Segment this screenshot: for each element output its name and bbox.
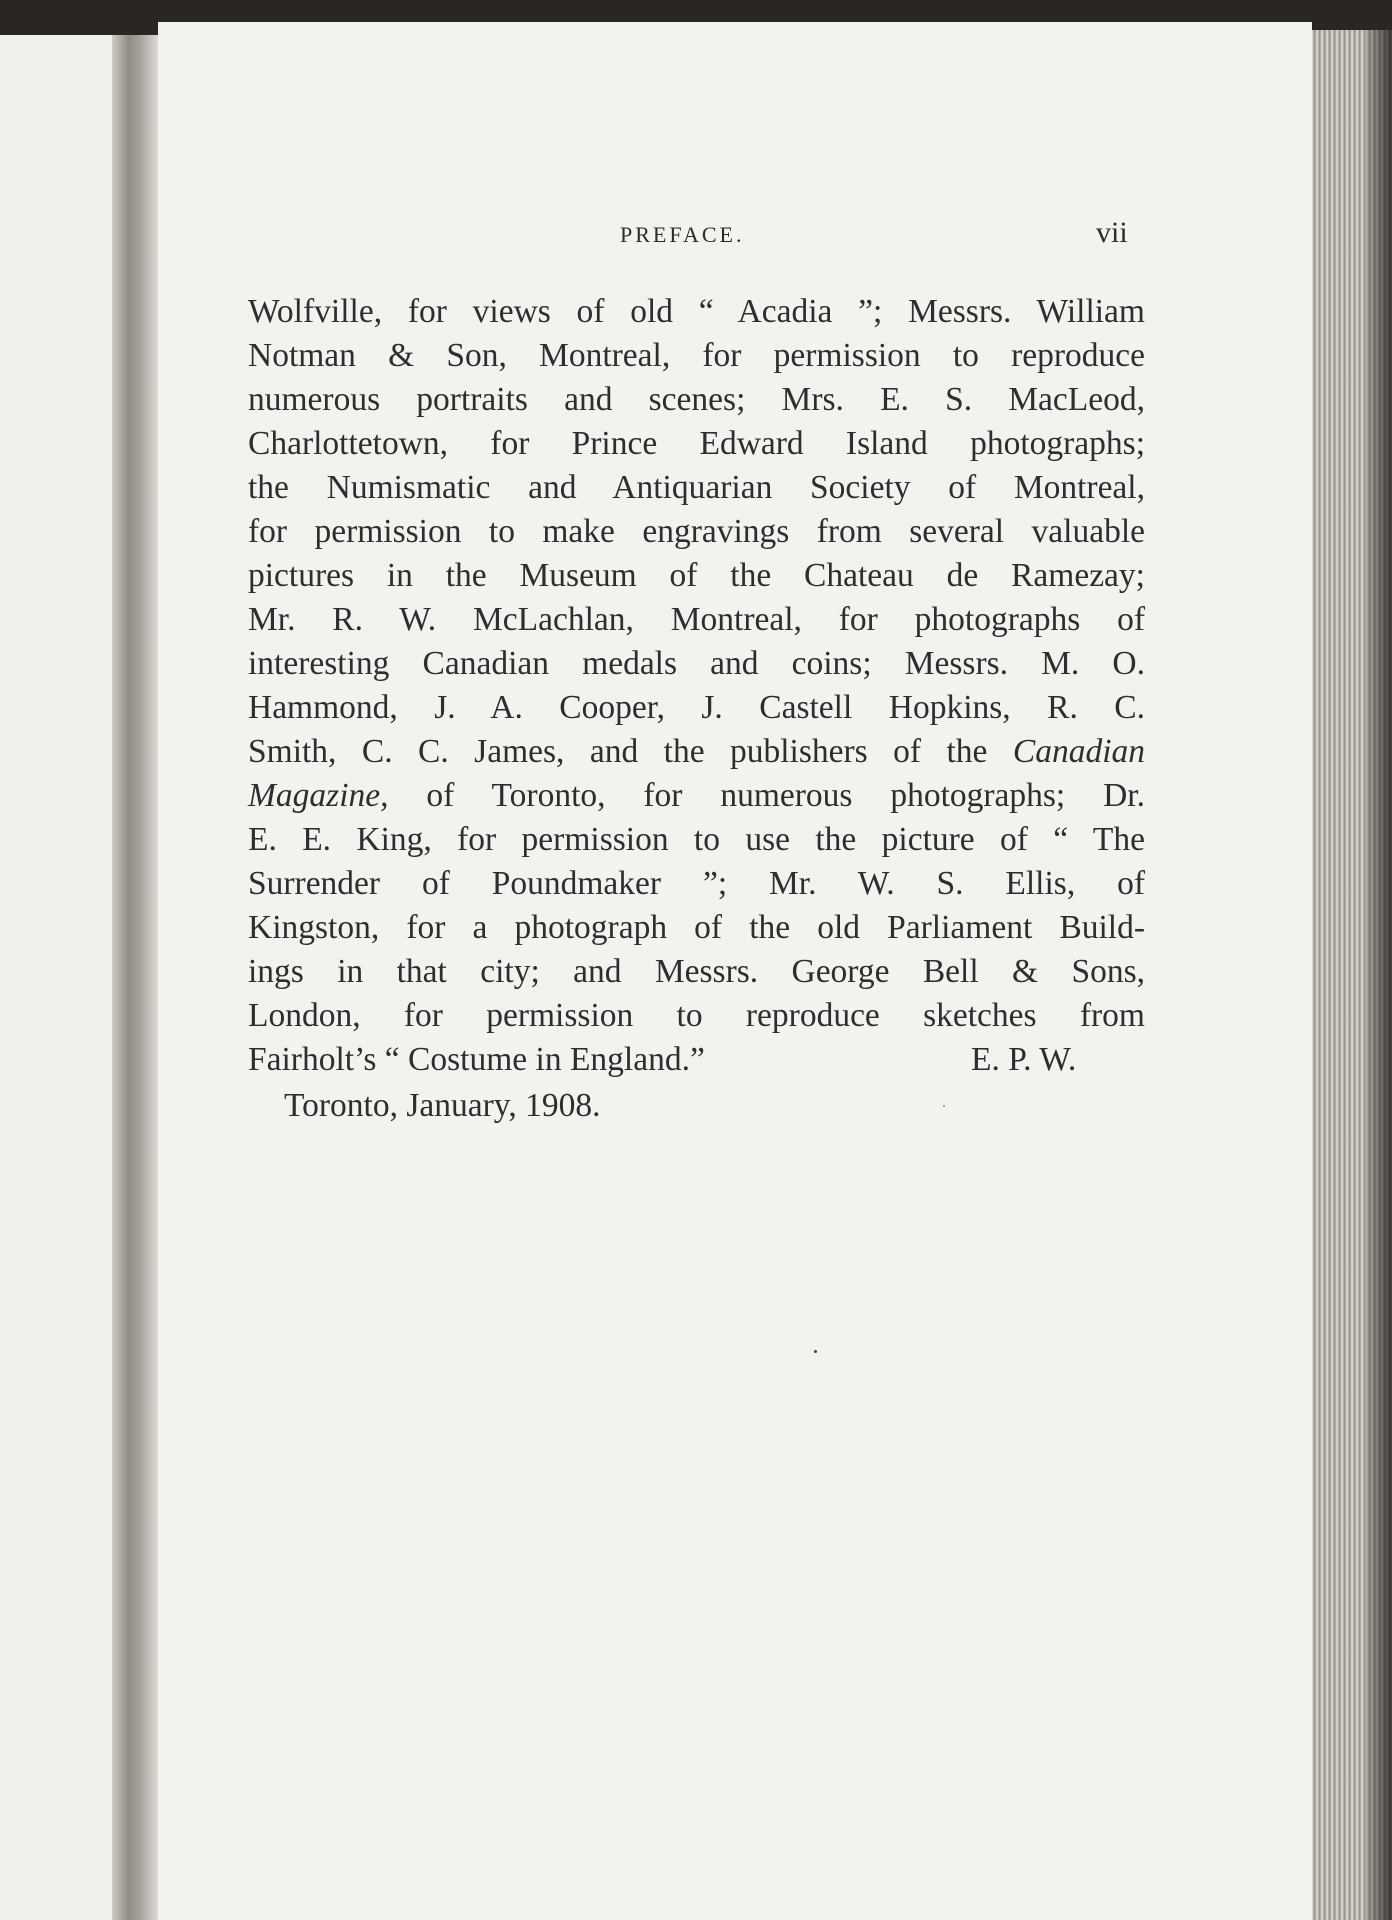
text-line-end: of Toronto, for numerous photographs; Dr. (426, 777, 1145, 814)
text-line: interesting Canadian medals and coins; Messrs. M. O. (248, 645, 1145, 682)
dateline: Toronto, January, 1908. (284, 1087, 601, 1124)
text-line: Notman & Son, Montreal, for permission to reproduce (248, 337, 1145, 374)
running-head-title: PREFACE. (620, 222, 745, 247)
text-line (248, 1038, 1145, 1082)
book-gutter (112, 35, 160, 1920)
text-line: numerous portraits and scenes; Mrs. E. S. MacLeod, (248, 381, 1145, 418)
ink-speck (814, 1350, 817, 1353)
text-line: Wolfville, for views of old “ Acadia ”; Messrs. William (248, 293, 1145, 330)
text-line: Kingston, for a photograph of the old Parliament Build- (248, 909, 1145, 946)
ink-speck (943, 1105, 945, 1107)
text-line (248, 730, 1145, 774)
italic-title-part: Magazine, (248, 777, 389, 814)
page-number: vii (1096, 216, 1128, 249)
text-line: E. E. King, for permission to use the picture of “ The (248, 821, 1145, 858)
text-line (248, 774, 1145, 818)
text-line: ings in that city; and Messrs. George Bell & Sons, (248, 953, 1145, 990)
book-page (158, 22, 1312, 1920)
text-line: Hammond, J. A. Cooper, J. Castell Hopkins, R. C. (248, 689, 1145, 726)
preface-paragraph (248, 290, 1145, 1082)
italic-title-part: Canadian (1012, 733, 1146, 770)
text-line: Surrender of Poundmaker ”; Mr. W. S. Ellis, of (248, 865, 1145, 902)
text-line: for permission to make engravings from several valuable (248, 513, 1145, 550)
text-line: Charlottetown, for Prince Edward Island photographs; (248, 425, 1145, 462)
closing-text: Fairholt’s “ Costume in England.” (248, 1041, 705, 1078)
fore-edge-shadow (1366, 30, 1392, 1920)
text-line: Mr. R. W. McLachlan, Montreal, for photographs of (248, 601, 1145, 638)
text-line-start: Smith, C. C. James, and the publishers of the (248, 733, 988, 770)
signature-initials: E. P. W. (971, 1041, 1077, 1078)
text-line: the Numismatic and Antiquarian Society of Montreal, (248, 469, 1145, 506)
running-head (158, 216, 1312, 262)
text-line: pictures in the Museum of the Chateau de Ramezay; (248, 557, 1145, 594)
facing-page-edge (0, 35, 118, 1920)
text-line: London, for permission to reproduce sketches from (248, 997, 1145, 1034)
